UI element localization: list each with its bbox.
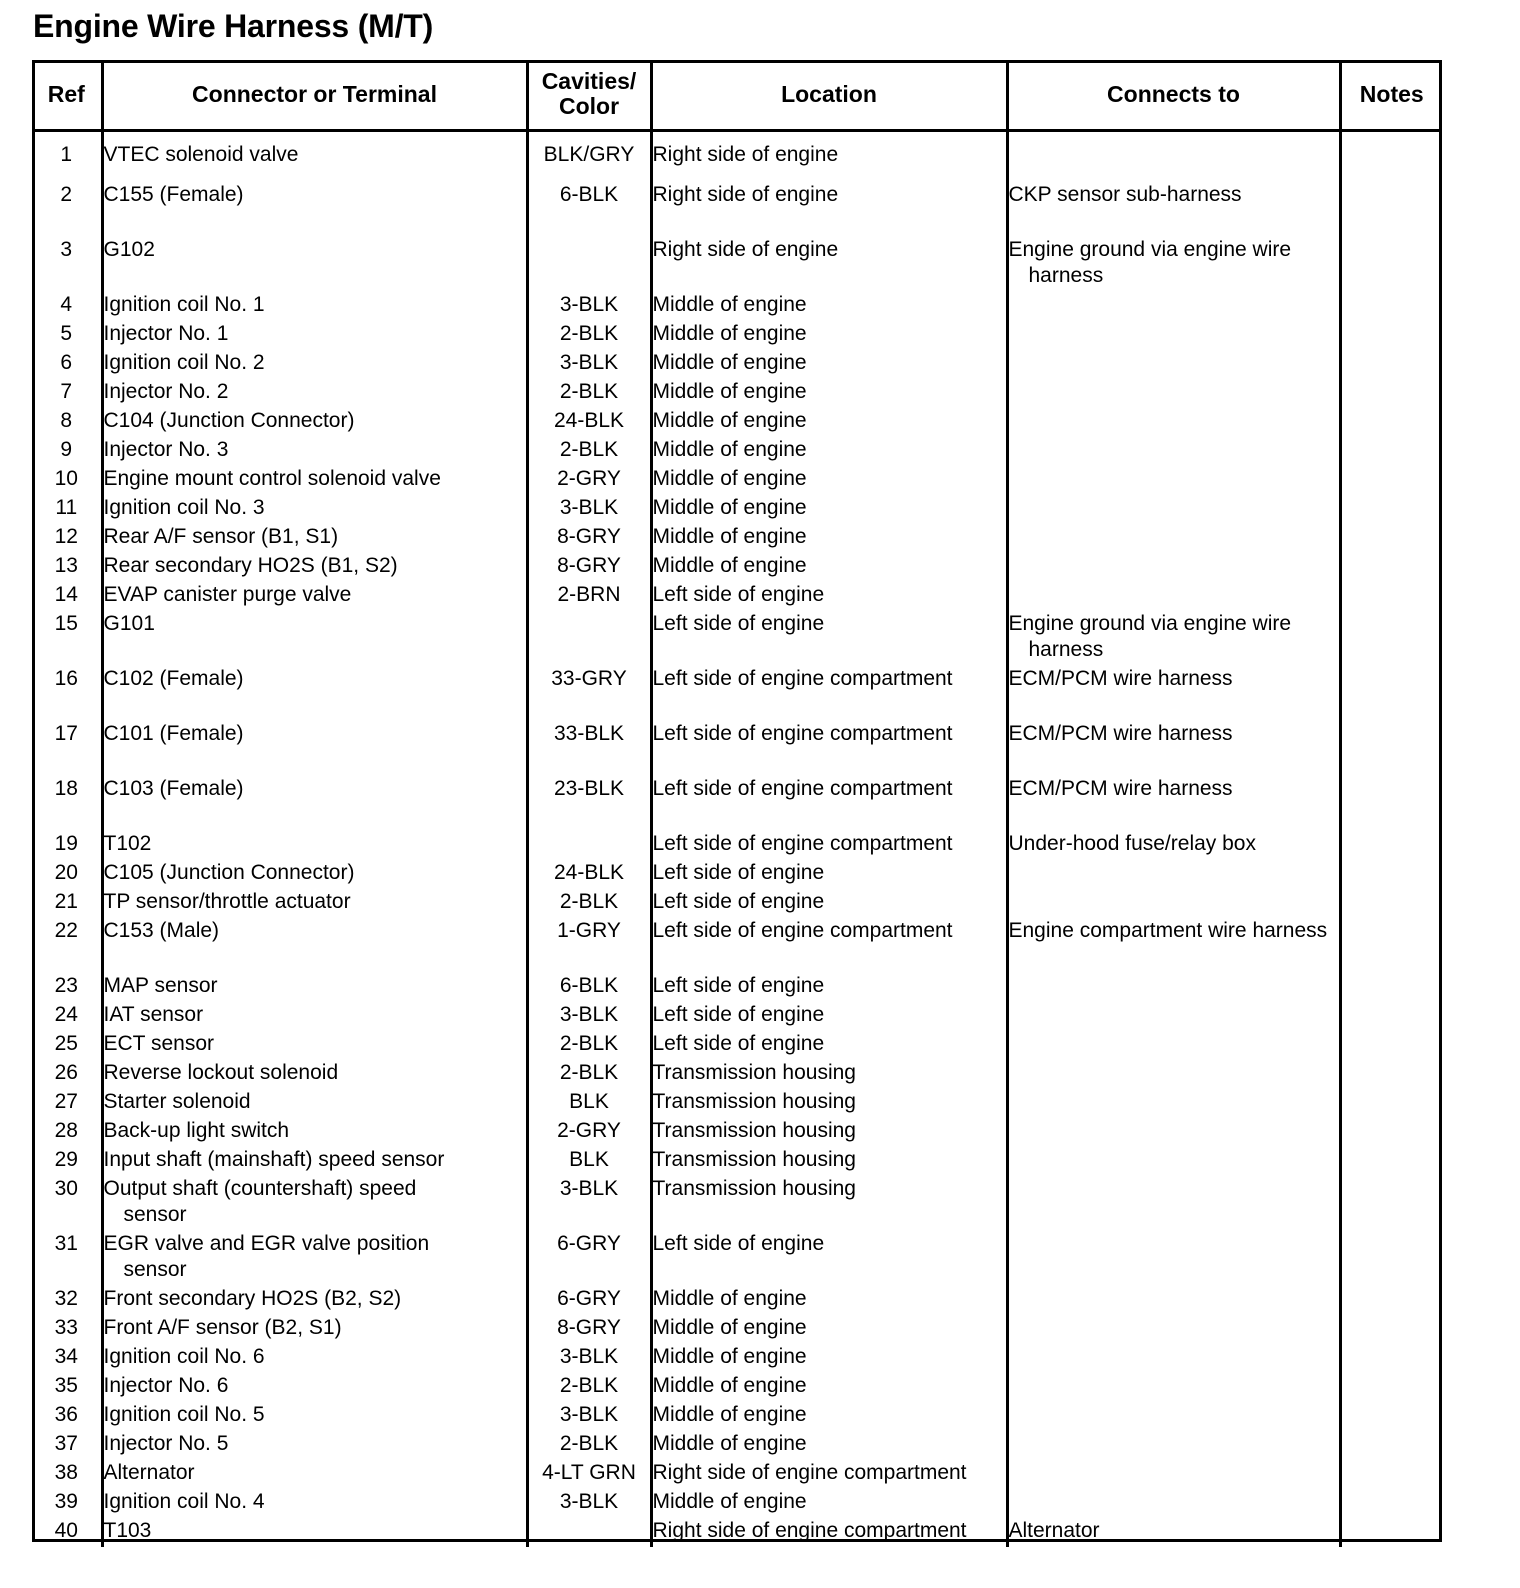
cell-connects-to-text: ECM/PCM wire harness <box>1008 776 1233 800</box>
cell-connector-text: Input shaft (mainshaft) speed sensor <box>103 1147 445 1171</box>
cell-connector-text: TP sensor/throttle actuator <box>103 889 351 913</box>
cell-connector-text: C102 (Female) <box>103 666 244 690</box>
cell-connector-text: C101 (Female) <box>103 721 244 745</box>
cell-location-text: Left side of engine <box>652 611 825 635</box>
cell-ref-text: 31 <box>54 1231 78 1255</box>
cell-cavities-text: BLK <box>569 1147 609 1171</box>
cell-connects-to-text: ECM/PCM wire harness <box>1008 721 1233 745</box>
cell-location-text: Left side of engine <box>652 1031 825 1055</box>
cell-cavities-text: 2-GRY <box>557 1118 621 1142</box>
cell-connects-to-text: Engine ground via engine wire harness <box>1008 237 1292 287</box>
cell-ref-text: 24 <box>54 1002 78 1026</box>
cell-cavities-text: 3-BLK <box>559 350 619 374</box>
cell-location-text: Middle of engine <box>652 1402 807 1426</box>
cell-ref-text: 3 <box>60 237 73 261</box>
cell-cavities-text: 2-BLK <box>559 1431 619 1455</box>
cell-location-text: Middle of engine <box>652 292 807 316</box>
cell-ref-text: 25 <box>54 1031 78 1055</box>
cell-ref-text: 10 <box>54 466 78 490</box>
cell-connector-text: Output shaft (countershaft) speed sensor <box>103 1176 417 1226</box>
cell-location-text: Left side of engine compartment <box>652 831 953 855</box>
cell-connector-text: C105 (Junction Connector) <box>103 860 355 884</box>
cell-location-text: Middle of engine <box>652 379 807 403</box>
cell-cavities-text: 8-GRY <box>557 524 621 548</box>
cell-connector-text: Ignition coil No. 5 <box>103 1402 265 1426</box>
cell-ref-text: 11 <box>55 495 78 519</box>
cell-location-text: Left side of engine compartment <box>652 721 953 745</box>
cell-location-text: Middle of engine <box>652 495 807 519</box>
cell-connector-text: Front A/F sensor (B2, S1) <box>103 1315 342 1339</box>
column-header-location: Location <box>651 60 1007 130</box>
cell-cavities-text: 4-LT GRN <box>542 1460 636 1484</box>
cell-ref-text: 36 <box>54 1402 78 1426</box>
cell-cavities-text: 6-GRY <box>557 1231 621 1255</box>
cell-connector-text: C155 (Female) <box>103 182 244 206</box>
cell-connector-text: EGR valve and EGR valve position sensor <box>103 1231 430 1281</box>
cell-ref-text: 15 <box>54 611 78 635</box>
cell-cavities-text: 1-GRY <box>557 918 621 942</box>
cell-connector-text: Injector No. 5 <box>103 1431 229 1455</box>
cell-ref-text: 18 <box>54 776 78 800</box>
cell-connector-text: Engine mount control solenoid valve <box>103 466 441 490</box>
cell-cavities-text: 2-BLK <box>559 1060 619 1084</box>
cell-connector-text: C104 (Junction Connector) <box>103 408 355 432</box>
cell-ref-text: 13 <box>54 553 78 577</box>
cell-ref-text: 35 <box>54 1373 78 1397</box>
cell-location-text: Right side of engine compartment <box>652 1460 967 1484</box>
cell-cavities-text: 24-BLK <box>553 408 625 432</box>
cell-connector-text: Rear A/F sensor (B1, S1) <box>103 524 339 548</box>
cell-cavities-text: 3-BLK <box>559 495 619 519</box>
cell-connects-to-text: Engine ground via engine wire harness <box>1008 611 1292 661</box>
cell-location-text: Middle of engine <box>652 1431 807 1455</box>
cell-ref-text: 16 <box>54 666 78 690</box>
cell-location-text: Left side of engine <box>652 860 825 884</box>
cell-cavities-text: 33-GRY <box>551 666 627 690</box>
cell-location-text: Left side of engine <box>652 889 825 913</box>
cell-ref-text: 39 <box>54 1489 78 1513</box>
cell-location-text: Right side of engine <box>652 237 839 261</box>
cell-cavities-text: 2-BLK <box>559 437 619 461</box>
cell-location-text: Left side of engine compartment <box>652 918 953 942</box>
cell-connector-text: G102 <box>103 237 155 261</box>
cell-ref-text: 27 <box>54 1089 78 1113</box>
cell-ref-text: 5 <box>60 321 73 345</box>
cell-location-text: Middle of engine <box>652 1489 807 1513</box>
cell-location-text: Middle of engine <box>652 321 807 345</box>
cell-location-text: Transmission housing <box>652 1147 856 1171</box>
cell-location-text: Transmission housing <box>652 1089 856 1113</box>
column-header-ref: Ref <box>32 60 102 130</box>
cell-connector-text: Injector No. 1 <box>103 321 229 345</box>
cell-cavities-text: 33-BLK <box>553 721 625 745</box>
cell-ref-text: 17 <box>54 721 78 745</box>
cell-connects-to-text: Under-hood fuse/relay box <box>1008 831 1256 855</box>
cell-ref-text: 14 <box>54 582 78 606</box>
cell-connector-text: EVAP canister purge valve <box>103 582 352 606</box>
cell-ref-text: 32 <box>54 1286 78 1310</box>
cell-location-text: Left side of engine compartment <box>652 776 953 800</box>
cell-cavities-text: 2-BLK <box>559 1031 619 1055</box>
cell-connector-text: G101 <box>103 611 155 635</box>
column-header-cavities-line1: Cavities/ <box>541 68 637 95</box>
cell-cavities-text: 3-BLK <box>559 292 619 316</box>
cell-connector-text: Ignition coil No. 1 <box>103 292 265 316</box>
cell-connects-to-text: CKP sensor sub-harness <box>1008 182 1242 206</box>
cell-connector-text: Reverse lockout solenoid <box>103 1060 339 1084</box>
cell-connector-text: Back-up light switch <box>103 1118 290 1142</box>
cell-location-text: Right side of engine <box>652 142 839 166</box>
cell-ref-text: 37 <box>54 1431 78 1455</box>
cell-connector-text: Rear secondary HO2S (B1, S2) <box>103 553 398 577</box>
cell-ref-text: 19 <box>54 831 78 855</box>
cell-connector-text: C103 (Female) <box>103 776 244 800</box>
cell-location-text: Middle of engine <box>652 1373 807 1397</box>
cell-cavities-text: 3-BLK <box>559 1489 619 1513</box>
cell-cavities-text: 3-BLK <box>559 1176 619 1200</box>
cell-connector-text: Starter solenoid <box>103 1089 251 1113</box>
cell-ref-text: 38 <box>54 1460 78 1484</box>
cell-cavities-text: 2-BRN <box>557 582 621 606</box>
cell-cavities-text: 23-BLK <box>553 776 625 800</box>
cell-ref-text: 1 <box>60 142 73 166</box>
cell-connects-to-text: ECM/PCM wire harness <box>1008 666 1233 690</box>
cell-ref-text: 20 <box>54 860 78 884</box>
cell-ref-text: 8 <box>60 408 73 432</box>
cell-connector-text: Injector No. 2 <box>103 379 229 403</box>
cell-location-text: Middle of engine <box>652 553 807 577</box>
cell-connector-text: Ignition coil No. 6 <box>103 1344 265 1368</box>
cell-location-text: Right side of engine compartment <box>652 1518 967 1542</box>
cell-ref-text: 23 <box>54 973 78 997</box>
cell-connector-text: Ignition coil No. 4 <box>103 1489 265 1513</box>
cell-ref-text: 4 <box>60 292 73 316</box>
cell-cavities-text: 6-BLK <box>559 973 619 997</box>
cell-ref-text: 2 <box>60 182 73 206</box>
cell-location-text: Left side of engine <box>652 582 825 606</box>
cell-ref-text: 12 <box>54 524 78 548</box>
cell-cavities-text: 8-GRY <box>557 553 621 577</box>
cell-cavities-text: 8-GRY <box>557 1315 621 1339</box>
cell-location-text: Middle of engine <box>652 524 807 548</box>
cell-connector-text: Injector No. 3 <box>103 437 229 461</box>
cell-ref-text: 33 <box>54 1315 78 1339</box>
cell-cavities-text: 6-GRY <box>557 1286 621 1310</box>
cell-connector-text: T103 <box>103 1518 152 1542</box>
cell-ref-text: 30 <box>54 1176 78 1200</box>
cell-location-text: Left side of engine compartment <box>652 666 953 690</box>
cell-location-text: Middle of engine <box>652 1344 807 1368</box>
page-title: Engine Wire Harness (M/T) <box>33 8 434 44</box>
cell-location-text: Left side of engine <box>652 973 825 997</box>
cell-location-text: Middle of engine <box>652 437 807 461</box>
cell-ref-text: 34 <box>54 1344 78 1368</box>
cell-location-text: Middle of engine <box>652 350 807 374</box>
cell-cavities-text: BLK <box>569 1089 609 1113</box>
column-header-connector: Connector or Terminal <box>102 60 527 130</box>
column-header-connects-to: Connects to <box>1007 60 1340 130</box>
cell-cavities-text: 3-BLK <box>559 1002 619 1026</box>
cell-connector-text: Alternator <box>103 1460 195 1484</box>
table-frame <box>32 60 1442 1542</box>
column-header-notes: Notes <box>1340 60 1442 130</box>
cell-cavities-text: 3-BLK <box>559 1344 619 1368</box>
cell-location-text: Middle of engine <box>652 1315 807 1339</box>
cell-ref-text: 6 <box>60 350 73 374</box>
cell-ref-text: 26 <box>54 1060 78 1084</box>
cell-connector-text: Ignition coil No. 2 <box>103 350 265 374</box>
cell-ref-text: 28 <box>54 1118 78 1142</box>
cell-cavities-text: 24-BLK <box>553 860 625 884</box>
cell-connector-text: Injector No. 6 <box>103 1373 229 1397</box>
cell-ref-text: 9 <box>60 437 73 461</box>
cell-cavities-text: 2-GRY <box>557 466 621 490</box>
column-header-cavities-line2: Color <box>558 93 620 120</box>
cell-connector-text: T102 <box>103 831 152 855</box>
cell-location-text: Middle of engine <box>652 408 807 432</box>
cell-location-text: Transmission housing <box>652 1118 856 1142</box>
cell-connector-text: IAT sensor <box>103 1002 204 1026</box>
cell-location-text: Middle of engine <box>652 466 807 490</box>
cell-connector-text: MAP sensor <box>103 973 218 997</box>
cell-connector-text: Front secondary HO2S (B2, S2) <box>103 1286 402 1310</box>
cell-location-text: Left side of engine <box>652 1231 825 1255</box>
cell-location-text: Middle of engine <box>652 1286 807 1310</box>
cell-connector-text: VTEC solenoid valve <box>103 142 299 166</box>
cell-ref-text: 29 <box>54 1147 78 1171</box>
cell-cavities-text: 6-BLK <box>559 182 619 206</box>
cell-cavities-text: 2-BLK <box>559 1373 619 1397</box>
cell-location-text: Left side of engine <box>652 1002 825 1026</box>
cell-ref-text: 7 <box>60 379 73 403</box>
cell-cavities-text: BLK/GRY <box>543 142 635 166</box>
cell-location-text: Transmission housing <box>652 1060 856 1084</box>
cell-cavities-text: 3-BLK <box>559 1402 619 1426</box>
cell-connector-text: C153 (Male) <box>103 918 220 942</box>
cell-ref-text: 22 <box>54 918 78 942</box>
cell-cavities-text: 2-BLK <box>559 379 619 403</box>
cell-cavities-text: 2-BLK <box>559 889 619 913</box>
cell-connects-to-text: Engine compartment wire harness <box>1008 918 1328 942</box>
cell-ref-text: 40 <box>54 1518 78 1542</box>
cell-ref-text: 21 <box>54 889 78 913</box>
cell-location-text: Transmission housing <box>652 1176 856 1200</box>
cell-location-text: Right side of engine <box>652 182 839 206</box>
cell-connects-to-text: Alternator <box>1008 1518 1100 1542</box>
cell-cavities-text: 2-BLK <box>559 321 619 345</box>
cell-connector-text: Ignition coil No. 3 <box>103 495 265 519</box>
cell-connector-text: ECT sensor <box>103 1031 214 1055</box>
